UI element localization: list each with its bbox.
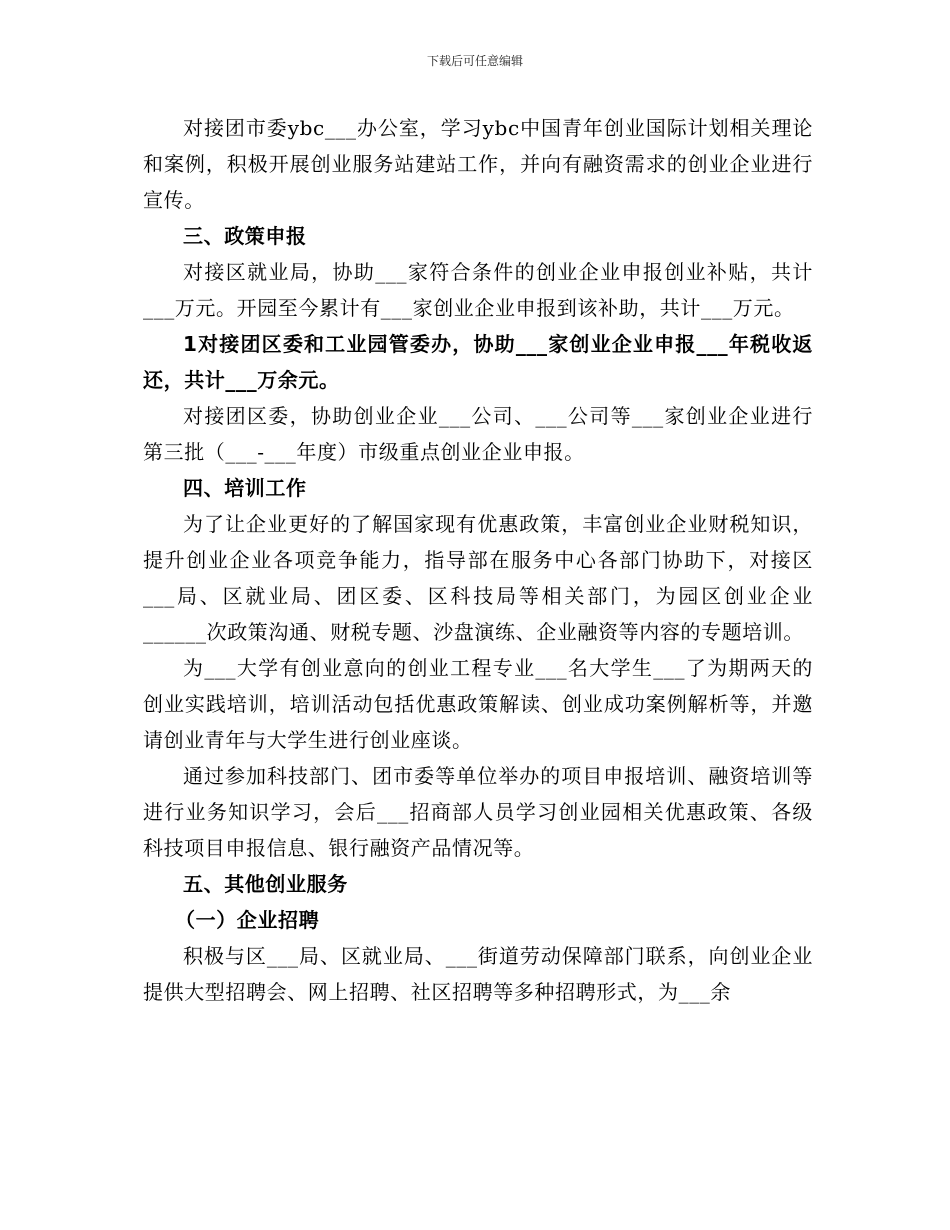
paragraph-employment-subsidy: 对接区就业局，协助___家符合条件的创业企业申报创业补贴，共计___万元。开园至今累计有___家创业企业申报到该补助，共计___万元。 (143, 260, 813, 320)
paragraph-knowledge-learning: 通过参加科技部门、团市委等单位举办的项目申报培训、融资培训等进行业务知识学习，会后___招商部人员学习创业园相关优惠政策、各级科技项目申报信息、银行融资产品情况等。 (143, 764, 813, 860)
paragraph-recruitment: 积极与区___局、区就业局、___街道劳动保障部门联系，向创业企业提供大型招聘会、网上招聘、社区招聘等多种招聘形式，为___余 (143, 944, 813, 1004)
section-heading-policy-declaration: 三、政策申报 (183, 224, 307, 248)
document-body (143, 110, 813, 1010)
section-heading-training: 四、培训工作 (183, 476, 307, 500)
page-header: 下载后可任意编辑 (426, 54, 523, 68)
paragraph-key-enterprise-declaration: 对接团区委，协助创业企业___公司、___公司等___家创业企业进行第三批（___-___年度）市级重点创业企业申报。 (143, 404, 813, 464)
paragraph-tax-refund: 1对接团区委和工业园管委办，协助___家创业企业申报___年税收返还，共计___万余元。 (143, 332, 813, 392)
section-heading-other-services: 五、其他创业服务 (183, 872, 348, 896)
paragraph-ybc-office: 对接团市委ybc___办公室，学习ybc中国青年创业国际计划相关理论和案例，积极开展创业服务站建站工作，并向有融资需求的创业企业进行宣传。 (143, 116, 813, 212)
paragraph-student-training: 为___大学有创业意向的创业工程专业___名大学生___了为期两天的创业实践培训，培训活动包括优惠政策解读、创业成功案例解析等，并邀请创业青年与大学生进行创业座谈。 (143, 656, 813, 752)
paragraph-policy-training: 为了让企业更好的了解国家现有优惠政策，丰富创业企业财税知识，提升创业企业各项竞争能力，指导部在服务中心各部门协助下，对接区___局、区就业局、团区委、区科技局等相关部门，为园区创业企业______次政策沟通、财税专题、沙盘演练、企业融资等内容的专题培训。 (143, 512, 813, 644)
subsection-heading-recruitment: （一）企业招聘 (175, 908, 320, 932)
